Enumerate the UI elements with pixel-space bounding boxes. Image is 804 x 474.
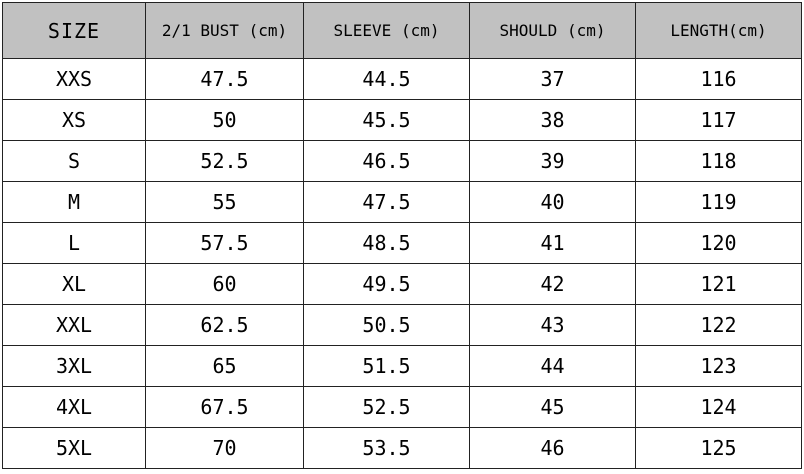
cell-length: 118 — [636, 141, 802, 182]
cell-bust: 47.5 — [146, 59, 304, 100]
cell-shoulder: 43 — [470, 305, 636, 346]
cell-size: S — [3, 141, 146, 182]
cell-size: L — [3, 223, 146, 264]
cell-length: 119 — [636, 182, 802, 223]
table-row — [3, 428, 802, 469]
cell-length: 122 — [636, 305, 802, 346]
cell-length: 117 — [636, 100, 802, 141]
cell-shoulder: 37 — [470, 59, 636, 100]
cell-shoulder: 44 — [470, 346, 636, 387]
cell-size: XXL — [3, 305, 146, 346]
cell-sleeve: 50.5 — [304, 305, 470, 346]
cell-size: XS — [3, 100, 146, 141]
cell-size: 4XL — [3, 387, 146, 428]
header-bust: 2/1 BUST (cm) — [146, 3, 304, 59]
cell-sleeve: 47.5 — [304, 182, 470, 223]
cell-bust: 62.5 — [146, 305, 304, 346]
cell-shoulder: 40 — [470, 182, 636, 223]
header-sleeve: SLEEVE (cm) — [304, 3, 470, 59]
cell-bust: 52.5 — [146, 141, 304, 182]
cell-length: 125 — [636, 428, 802, 469]
header-row — [3, 3, 802, 59]
cell-sleeve: 46.5 — [304, 141, 470, 182]
table-header — [3, 3, 802, 59]
table-row — [3, 59, 802, 100]
cell-size: XXS — [3, 59, 146, 100]
table-row — [3, 141, 802, 182]
size-chart-table — [2, 2, 802, 469]
cell-size: 3XL — [3, 346, 146, 387]
cell-size: 5XL — [3, 428, 146, 469]
cell-sleeve: 44.5 — [304, 59, 470, 100]
cell-bust: 67.5 — [146, 387, 304, 428]
table-row — [3, 223, 802, 264]
cell-bust: 57.5 — [146, 223, 304, 264]
cell-shoulder: 41 — [470, 223, 636, 264]
cell-length: 116 — [636, 59, 802, 100]
cell-length: 120 — [636, 223, 802, 264]
cell-bust: 55 — [146, 182, 304, 223]
cell-sleeve: 53.5 — [304, 428, 470, 469]
cell-bust: 65 — [146, 346, 304, 387]
table-row — [3, 305, 802, 346]
table-row — [3, 387, 802, 428]
cell-bust: 50 — [146, 100, 304, 141]
cell-length: 123 — [636, 346, 802, 387]
table-row — [3, 264, 802, 305]
table-body — [3, 59, 802, 469]
cell-size: XL — [3, 264, 146, 305]
table-row — [3, 100, 802, 141]
cell-bust: 60 — [146, 264, 304, 305]
table-row — [3, 346, 802, 387]
cell-shoulder: 39 — [470, 141, 636, 182]
cell-sleeve: 45.5 — [304, 100, 470, 141]
cell-shoulder: 42 — [470, 264, 636, 305]
cell-length: 121 — [636, 264, 802, 305]
cell-bust: 70 — [146, 428, 304, 469]
header-length: LENGTH(cm) — [636, 3, 802, 59]
cell-sleeve: 49.5 — [304, 264, 470, 305]
cell-shoulder: 45 — [470, 387, 636, 428]
cell-sleeve: 48.5 — [304, 223, 470, 264]
cell-sleeve: 51.5 — [304, 346, 470, 387]
cell-size: M — [3, 182, 146, 223]
cell-length: 124 — [636, 387, 802, 428]
cell-shoulder: 38 — [470, 100, 636, 141]
table-row — [3, 182, 802, 223]
header-shoulder: SHOULD (cm) — [470, 3, 636, 59]
header-size: SIZE — [3, 3, 146, 59]
cell-shoulder: 46 — [470, 428, 636, 469]
cell-sleeve: 52.5 — [304, 387, 470, 428]
